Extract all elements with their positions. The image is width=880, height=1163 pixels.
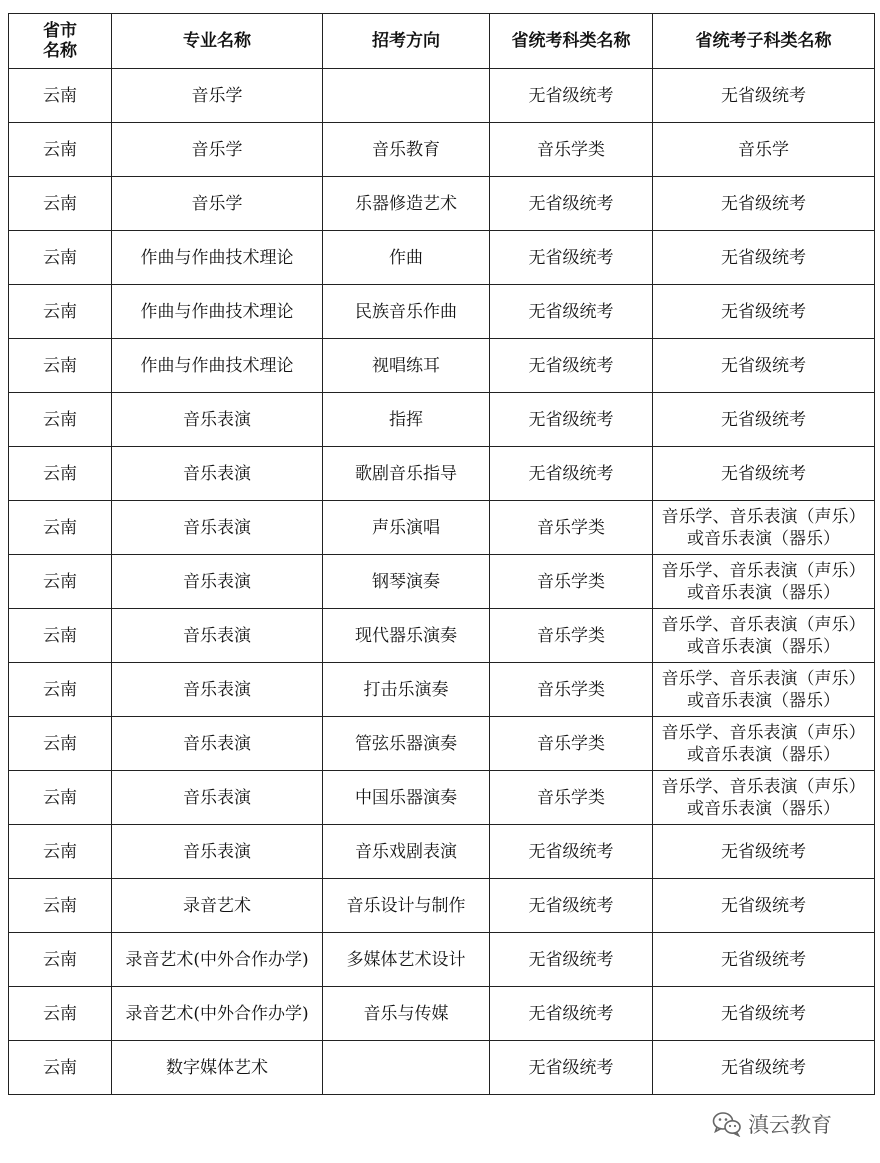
table-row <box>9 933 875 987</box>
cell-exam-category: 无省级统考 <box>490 69 653 123</box>
cell-exam-category: 无省级统考 <box>490 987 653 1041</box>
wechat-icon <box>712 1111 742 1137</box>
header-exam-subcategory: 省统考子科类名称 <box>653 14 875 69</box>
cell-direction: 指挥 <box>323 393 490 447</box>
table-row <box>9 339 875 393</box>
header-row <box>9 14 875 69</box>
table-row <box>9 879 875 933</box>
cell-major: 录音艺术(中外合作办学) <box>112 987 323 1041</box>
cell-direction: 歌剧音乐指导 <box>323 447 490 501</box>
cell-exam-subcategory: 无省级统考 <box>653 339 875 393</box>
header-province: 省市名称 <box>9 14 112 69</box>
cell-exam-category: 无省级统考 <box>490 231 653 285</box>
table-row <box>9 177 875 231</box>
table-row <box>9 69 875 123</box>
cell-exam-category: 无省级统考 <box>490 879 653 933</box>
cell-exam-subcategory: 音乐学、音乐表演（声乐）或音乐表演（器乐） <box>653 609 875 663</box>
cell-province: 云南 <box>9 1041 112 1095</box>
cell-major: 音乐表演 <box>112 393 323 447</box>
cell-province: 云南 <box>9 393 112 447</box>
cell-exam-category: 音乐学类 <box>490 663 653 717</box>
cell-direction: 视唱练耳 <box>323 339 490 393</box>
cell-major: 音乐表演 <box>112 771 323 825</box>
cell-province: 云南 <box>9 933 112 987</box>
cell-direction: 音乐戏剧表演 <box>323 825 490 879</box>
table-row <box>9 393 875 447</box>
cell-major: 音乐表演 <box>112 717 323 771</box>
cell-direction: 多媒体艺术设计 <box>323 933 490 987</box>
cell-major: 音乐学 <box>112 177 323 231</box>
cell-direction: 打击乐演奏 <box>323 663 490 717</box>
cell-direction: 作曲 <box>323 231 490 285</box>
table-row <box>9 825 875 879</box>
table-row <box>9 501 875 555</box>
cell-major: 音乐表演 <box>112 447 323 501</box>
cell-exam-subcategory: 音乐学、音乐表演（声乐）或音乐表演（器乐） <box>653 555 875 609</box>
cell-exam-subcategory: 无省级统考 <box>653 825 875 879</box>
cell-exam-subcategory: 无省级统考 <box>653 879 875 933</box>
admissions-table <box>8 13 875 1095</box>
table-row <box>9 663 875 717</box>
cell-province: 云南 <box>9 987 112 1041</box>
cell-exam-category: 无省级统考 <box>490 1041 653 1095</box>
cell-exam-category: 音乐学类 <box>490 717 653 771</box>
cell-major: 音乐表演 <box>112 825 323 879</box>
cell-province: 云南 <box>9 663 112 717</box>
cell-exam-subcategory: 音乐学、音乐表演（声乐）或音乐表演（器乐） <box>653 663 875 717</box>
table-row <box>9 987 875 1041</box>
header-exam-category: 省统考科类名称 <box>490 14 653 69</box>
cell-province: 云南 <box>9 447 112 501</box>
header-major: 专业名称 <box>112 14 323 69</box>
cell-major: 音乐表演 <box>112 555 323 609</box>
cell-province: 云南 <box>9 717 112 771</box>
cell-exam-subcategory: 无省级统考 <box>653 1041 875 1095</box>
header-direction: 招考方向 <box>323 14 490 69</box>
cell-direction: 乐器修造艺术 <box>323 177 490 231</box>
cell-exam-category: 音乐学类 <box>490 771 653 825</box>
cell-province: 云南 <box>9 285 112 339</box>
cell-direction: 管弦乐器演奏 <box>323 717 490 771</box>
cell-province: 云南 <box>9 501 112 555</box>
cell-exam-subcategory: 音乐学、音乐表演（声乐）或音乐表演（器乐） <box>653 771 875 825</box>
cell-exam-category: 音乐学类 <box>490 501 653 555</box>
cell-direction <box>323 1041 490 1095</box>
cell-exam-category: 无省级统考 <box>490 825 653 879</box>
table-row <box>9 609 875 663</box>
cell-province: 云南 <box>9 879 112 933</box>
cell-major: 音乐表演 <box>112 609 323 663</box>
table-row <box>9 231 875 285</box>
cell-direction: 声乐演唱 <box>323 501 490 555</box>
cell-major: 录音艺术 <box>112 879 323 933</box>
cell-exam-category: 无省级统考 <box>490 285 653 339</box>
table-body <box>9 69 875 1095</box>
cell-direction: 音乐教育 <box>323 123 490 177</box>
cell-direction <box>323 69 490 123</box>
cell-exam-subcategory: 无省级统考 <box>653 393 875 447</box>
table-row <box>9 447 875 501</box>
cell-province: 云南 <box>9 231 112 285</box>
cell-exam-subcategory: 无省级统考 <box>653 447 875 501</box>
cell-exam-category: 无省级统考 <box>490 177 653 231</box>
cell-exam-subcategory: 无省级统考 <box>653 285 875 339</box>
cell-major: 录音艺术(中外合作办学) <box>112 933 323 987</box>
cell-major: 音乐表演 <box>112 663 323 717</box>
cell-exam-category: 音乐学类 <box>490 555 653 609</box>
cell-direction: 现代器乐演奏 <box>323 609 490 663</box>
cell-exam-subcategory: 音乐学、音乐表演（声乐）或音乐表演（器乐） <box>653 501 875 555</box>
table-row <box>9 1041 875 1095</box>
cell-exam-subcategory: 无省级统考 <box>653 69 875 123</box>
cell-major: 音乐表演 <box>112 501 323 555</box>
cell-major: 数字媒体艺术 <box>112 1041 323 1095</box>
cell-province: 云南 <box>9 825 112 879</box>
cell-province: 云南 <box>9 177 112 231</box>
cell-exam-subcategory: 音乐学 <box>653 123 875 177</box>
cell-exam-subcategory: 无省级统考 <box>653 177 875 231</box>
cell-exam-subcategory: 音乐学、音乐表演（声乐）或音乐表演（器乐） <box>653 717 875 771</box>
table-row <box>9 771 875 825</box>
cell-exam-category: 音乐学类 <box>490 123 653 177</box>
cell-major: 音乐学 <box>112 69 323 123</box>
cell-exam-subcategory: 无省级统考 <box>653 231 875 285</box>
cell-exam-category: 无省级统考 <box>490 447 653 501</box>
cell-major: 作曲与作曲技术理论 <box>112 285 323 339</box>
cell-exam-category: 无省级统考 <box>490 933 653 987</box>
table-row <box>9 717 875 771</box>
table-row <box>9 555 875 609</box>
cell-direction: 中国乐器演奏 <box>323 771 490 825</box>
cell-exam-category: 音乐学类 <box>490 609 653 663</box>
cell-exam-subcategory: 无省级统考 <box>653 987 875 1041</box>
watermark-text: 滇云教育 <box>748 1113 832 1137</box>
cell-province: 云南 <box>9 609 112 663</box>
cell-major: 作曲与作曲技术理论 <box>112 339 323 393</box>
cell-direction: 音乐与传媒 <box>323 987 490 1041</box>
cell-exam-category: 无省级统考 <box>490 339 653 393</box>
cell-province: 云南 <box>9 69 112 123</box>
table-header <box>9 14 875 69</box>
cell-province: 云南 <box>9 555 112 609</box>
cell-province: 云南 <box>9 123 112 177</box>
table-row <box>9 285 875 339</box>
cell-exam-subcategory: 无省级统考 <box>653 933 875 987</box>
cell-direction: 民族音乐作曲 <box>323 285 490 339</box>
cell-major: 音乐学 <box>112 123 323 177</box>
cell-exam-category: 无省级统考 <box>490 393 653 447</box>
cell-province: 云南 <box>9 339 112 393</box>
cell-direction: 音乐设计与制作 <box>323 879 490 933</box>
watermark <box>712 1108 832 1140</box>
cell-major: 作曲与作曲技术理论 <box>112 231 323 285</box>
cell-province: 云南 <box>9 771 112 825</box>
cell-direction: 钢琴演奏 <box>323 555 490 609</box>
table-row <box>9 123 875 177</box>
